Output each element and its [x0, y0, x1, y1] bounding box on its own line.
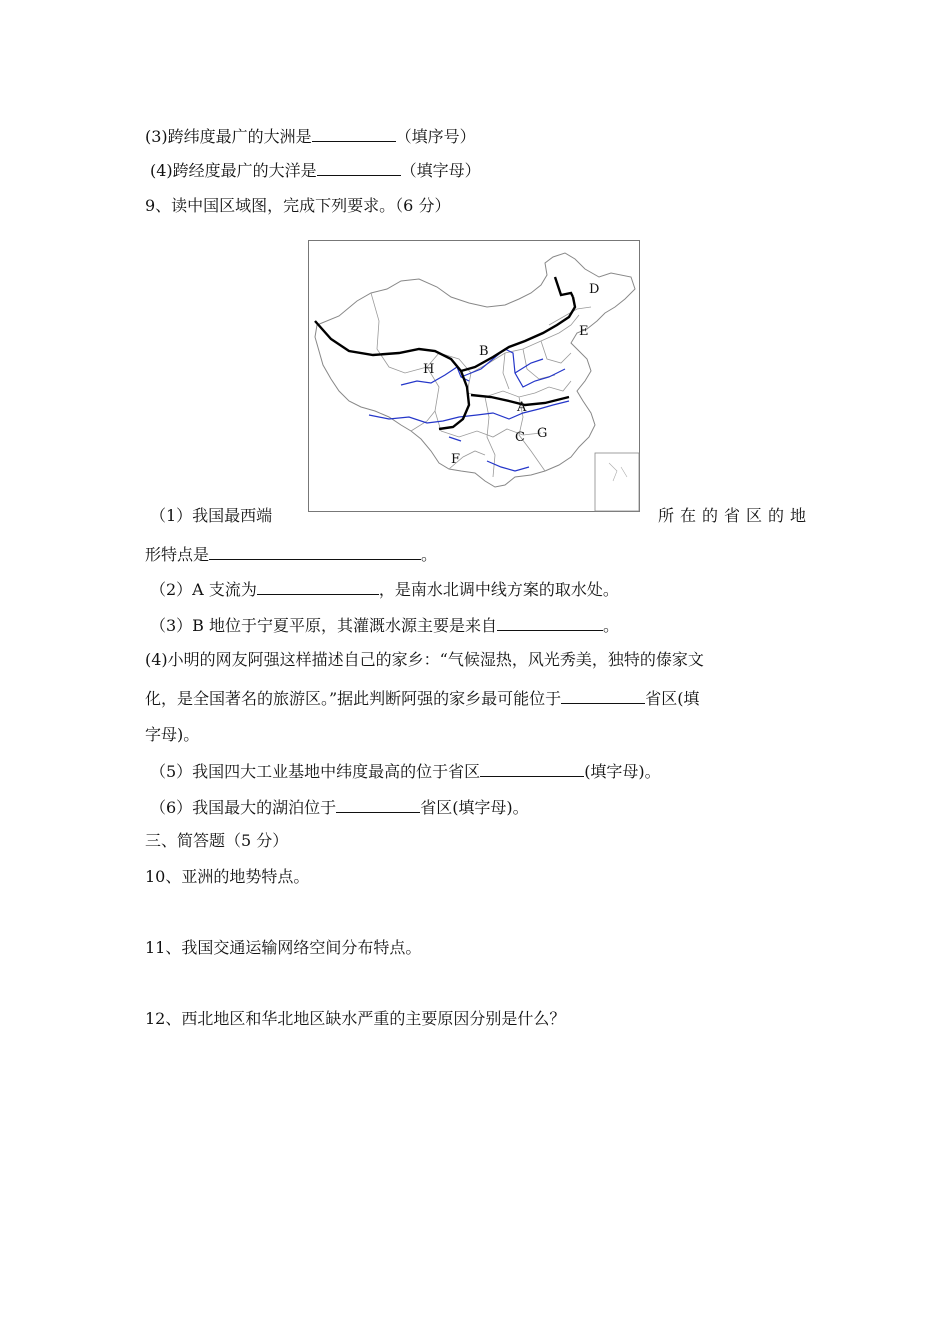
q8-part4-hint: （填字母） [400, 161, 481, 180]
q8-part3-text: (3)跨纬度最广的大洲是 [145, 127, 312, 146]
map-label-F: F [451, 452, 461, 467]
q8-part4-text: (4)跨经度最广的大洋是 [150, 161, 317, 180]
q9-sub5-b: (填字母)。 [584, 762, 661, 781]
q9-sub4-blank[interactable] [561, 687, 645, 704]
map-label-E: E [579, 324, 589, 339]
q8-part3-blank[interactable] [312, 125, 396, 142]
china-outline [315, 253, 635, 487]
south-sea-inset [595, 453, 639, 511]
q8-part3-hint: （填序号） [395, 127, 476, 146]
q9-sub4-line1: (4)小明的网友阿强这样描述自己的家乡：“气候湿热，风光秀美，独特的傣家文 [145, 650, 704, 669]
q9-sub1-line2 [145, 543, 437, 566]
q9-sub1-left: （1）我国最西端 [150, 506, 273, 525]
q9-sub3-a: （3）B 地位于宁夏平原，其灌溉水源主要是来自 [150, 616, 498, 635]
q9-sub6-a: （6）我国最大的湖泊位于 [150, 798, 337, 817]
q9-sub4-line2 [145, 687, 699, 710]
section3-title: 三、简答题（5 分） [145, 831, 289, 850]
q9-sub4-line3: 字母)。 [145, 725, 200, 744]
division-lines [315, 277, 575, 429]
q8-part3 [145, 125, 476, 148]
rivers [369, 349, 569, 471]
map-label-D: D [589, 282, 600, 297]
q9-sub5-a: （5）我国四大工业基地中纬度最高的位于省区 [150, 762, 481, 781]
q8-part4-blank[interactable] [317, 159, 401, 176]
q9-sub3-blank[interactable] [497, 614, 603, 631]
q9-sub1-blank[interactable] [209, 543, 421, 560]
q9-sub5 [150, 760, 661, 783]
q9-sub4-line2b: 省区(填 [645, 689, 700, 708]
q9-sub6 [150, 796, 529, 819]
q9-sub2-a: （2）A 支流为 [150, 580, 257, 599]
q9-sub2-blank[interactable] [257, 578, 379, 595]
province-boundaries [371, 293, 591, 477]
q9-sub2-b: ，是南水北调中线方案的取水处。 [378, 580, 619, 599]
china-map-svg [309, 241, 641, 513]
q9-sub6-blank[interactable] [336, 796, 420, 813]
q9-sub6-b: 省区(填字母)。 [420, 798, 529, 817]
q9-sub2 [150, 578, 619, 601]
map-label-A: A [517, 400, 527, 415]
q11-text: 11、我国交通运输网络空间分布特点。 [145, 938, 422, 957]
q9-sub1-line2a: 形特点是 [145, 545, 210, 564]
q9-title: 9、读中国区域图，完成下列要求。（6 分） [145, 196, 451, 215]
map-label-G: G [537, 426, 548, 441]
map-label-H: H [423, 362, 435, 377]
china-region-map [308, 240, 640, 512]
q9-sub3-b: 。 [603, 616, 620, 635]
q9-sub1-line2b: 。 [421, 545, 438, 564]
q9-sub5-blank[interactable] [480, 760, 584, 777]
q9-sub1-right: 所在的省区的地 [658, 506, 813, 525]
map-label-C: C [515, 430, 525, 445]
q9-sub3 [150, 614, 619, 637]
map-label-B: B [479, 344, 489, 359]
q9-sub4-line2a: 化，是全国著名的旅游区。”据此判断阿强的家乡最可能位于 [145, 689, 562, 708]
q12-text: 12、西北地区和华北地区缺水严重的主要原因分别是什么？ [145, 1009, 566, 1028]
q8-part4 [150, 159, 481, 182]
q10-text: 10、亚洲的地势特点。 [145, 867, 310, 886]
